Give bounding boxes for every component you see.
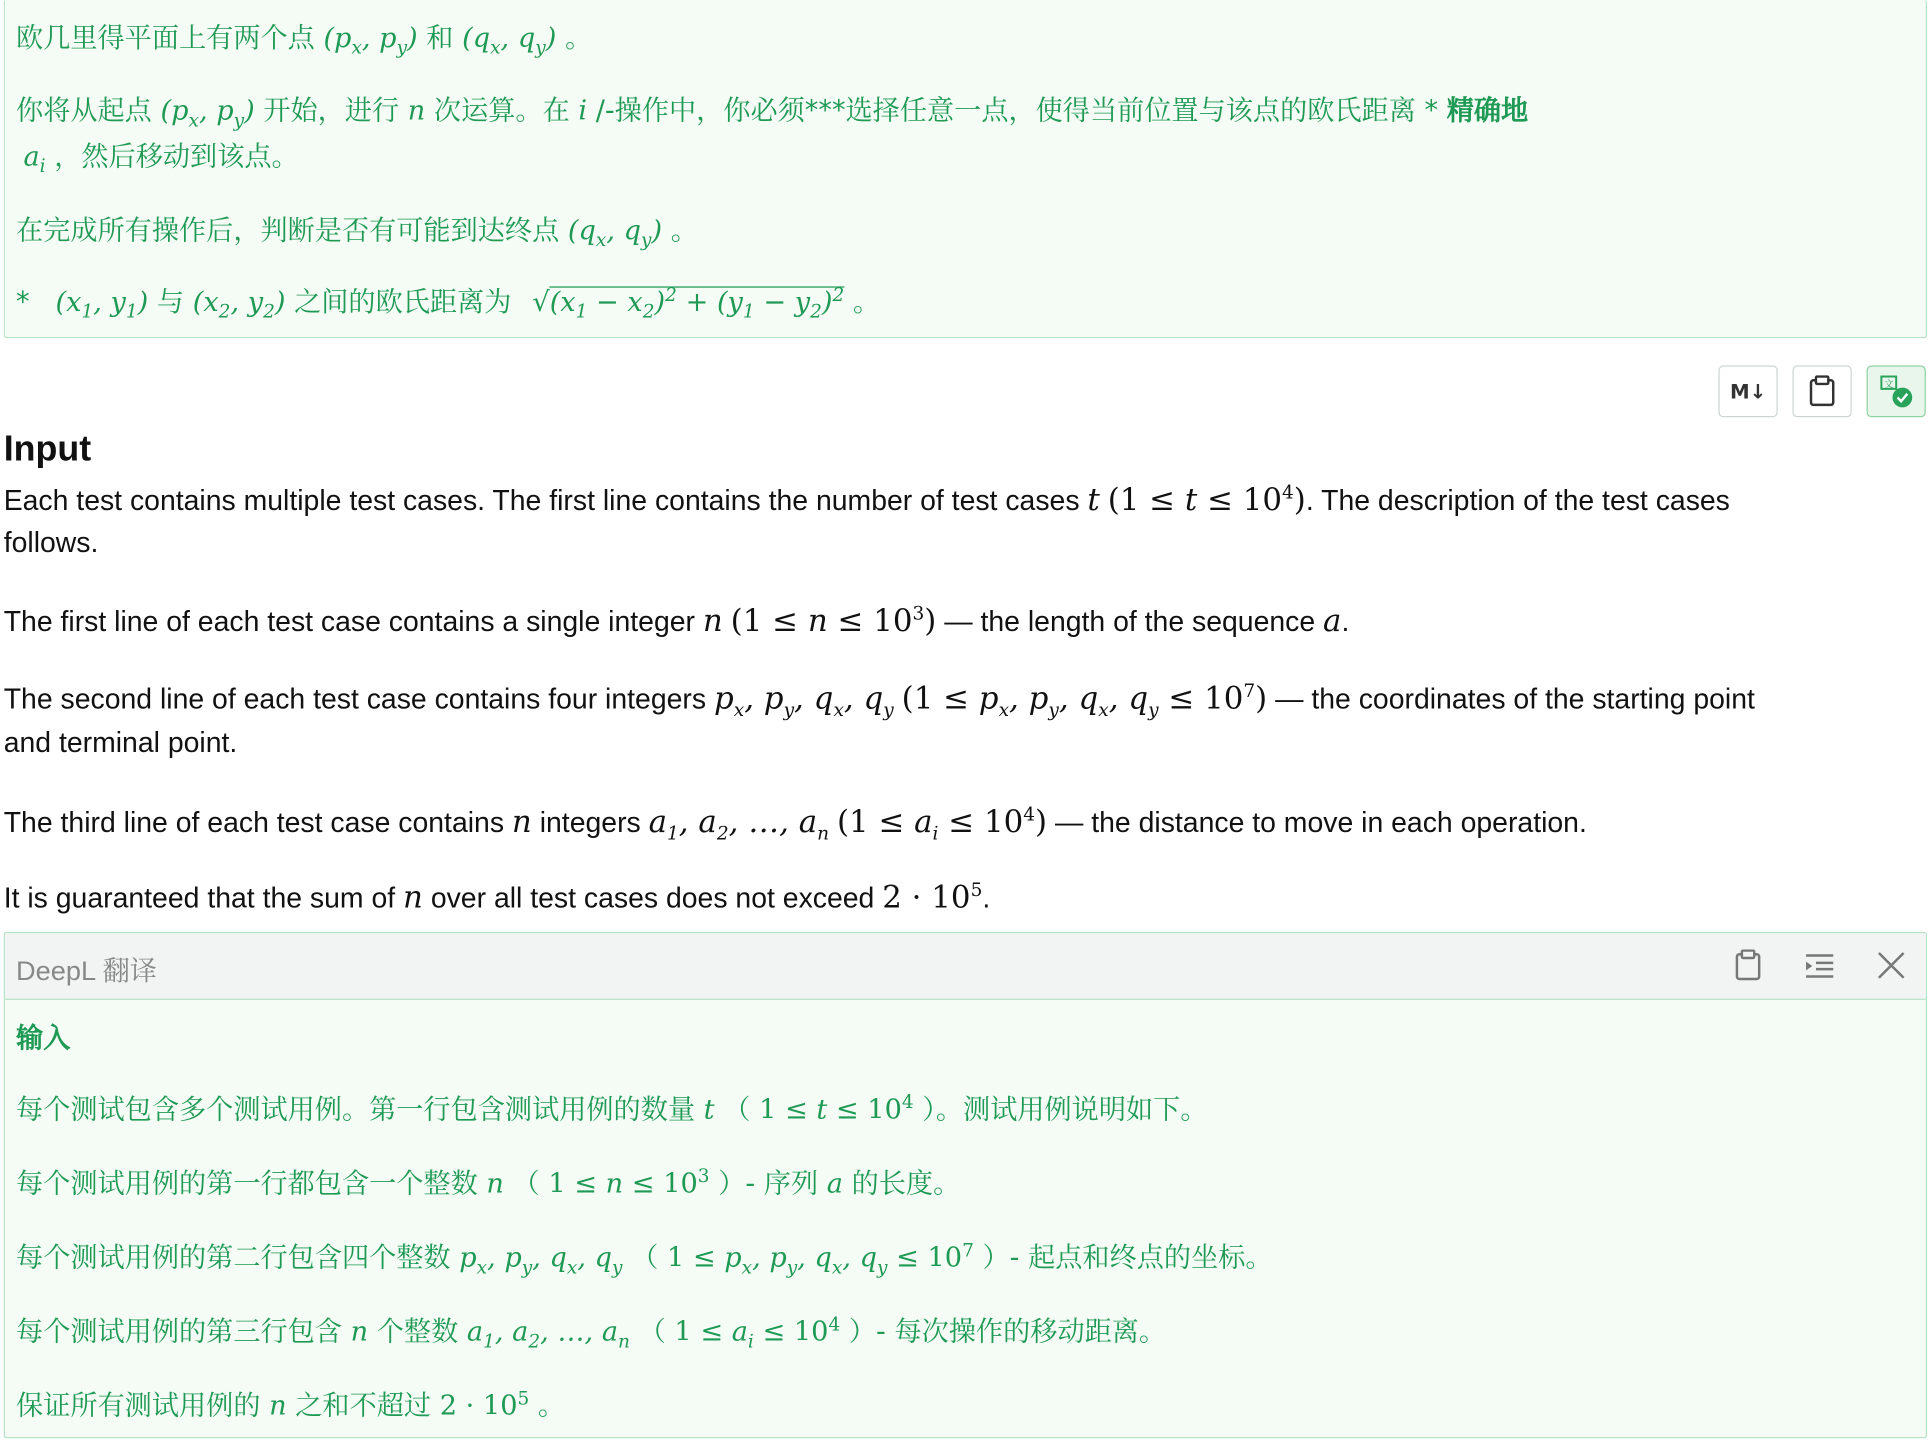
text: 次运算。在 [433, 96, 570, 128]
text: 之间的欧氏距离为 [294, 287, 512, 319]
math-coords-constraint: ($1 \le p_x$, $p_y$, $q_x$, $q_y \le 10^7$) [901, 679, 1268, 721]
text: The third line of each test case contains [3, 806, 505, 839]
math-t-constraint: $(1 \le t \le 10^4)$ [1107, 481, 1306, 518]
text: 你将从起点 [16, 96, 152, 128]
deepl-close-button[interactable] [1874, 948, 1909, 983]
markdown-button[interactable] [1718, 365, 1777, 417]
math-a-i: $a_i$ [23, 141, 46, 178]
deepl-translation-panel [4, 932, 1927, 1438]
svg-text:文: 文 [1883, 379, 1894, 391]
math-a: a [1323, 602, 1342, 639]
text: /-操作中，你必须***选择任意一点，使得当前位置与该点的欧氏距离 * [595, 96, 1439, 128]
deepl-line-2 [16, 1163, 960, 1201]
math-sum-limit: $2 \cdot 10^5$ [882, 878, 983, 915]
text: ）- 序列 [718, 1169, 819, 1200]
deepl-line-3 [16, 1237, 1273, 1279]
text: 个整数 [376, 1317, 459, 1349]
text: — the distance to move in each operation. [1054, 806, 1587, 839]
text: ，然后移动到该点。 [54, 141, 299, 173]
text: 的长度。 [851, 1169, 961, 1200]
text: 。 [670, 216, 698, 247]
math-n: n [269, 1391, 287, 1423]
text: . [1341, 604, 1350, 638]
text: 之和不超过 [295, 1391, 432, 1423]
math-n: n [486, 1169, 504, 1200]
input-paragraph-3 [3, 679, 1755, 721]
translate-check-icon [1878, 373, 1915, 410]
text: 开始，进行 [263, 96, 400, 128]
math-point-1: ($x_1$, $y_1$) [55, 287, 149, 323]
math-t-constraint: $1 \le t \le 10^4$ [759, 1090, 914, 1126]
deepl-copy-button[interactable] [1731, 948, 1766, 983]
markdown-icon: M↓ [1729, 379, 1767, 404]
math-coords-constraint: $1 \le p_x$, $p_y$, $q_x$, $q_y \le 10^7$ [666, 1239, 974, 1279]
text: 欧几里得平面上有两个点 [16, 23, 315, 55]
translation-line-3 [16, 210, 698, 252]
text: . The description of the test cases [1305, 483, 1730, 517]
text: The first line of each test case contains a single integer [3, 604, 696, 638]
text: — the length of the sequence [944, 604, 1316, 638]
math-q-point: ($q_x$, $q_y$) [462, 23, 557, 59]
input-paragraph-1-cont: follows. [3, 525, 99, 558]
text: The second line of each test case contains four integers [3, 682, 707, 715]
translation-line-4 [16, 281, 881, 323]
deepl-line-1 [16, 1089, 1207, 1127]
math-coords: $p_x$, $p_y$, $q_x$, $q_y$ [459, 1243, 623, 1279]
math-a: a [826, 1169, 843, 1200]
text: over all test cases does not exceed [430, 881, 875, 914]
math-i: i [578, 96, 588, 128]
math-n-constraint: $(1 \le n \le 10^3)$ [730, 602, 937, 639]
math-q-point: ($q_x$, $q_y$) [567, 216, 663, 252]
text: 每个测试包含多个测试用例。第一行包含测试用例的数量 [16, 1095, 696, 1126]
text: It is guaranteed that the sum of [3, 881, 396, 914]
math-t: t [703, 1095, 715, 1126]
text: ）。测试用例说明如下。 [922, 1095, 1208, 1126]
text: 。 [852, 287, 881, 319]
deepl-line-4 [16, 1311, 1167, 1353]
bold-text: 精确地 [1446, 96, 1529, 128]
text: （ [638, 1317, 666, 1349]
text: ）- 每次操作的移动距离。 [848, 1317, 1167, 1349]
list-indent-icon [1804, 952, 1836, 979]
math-t: t [1087, 481, 1100, 518]
text: 在完成所有操作后，判断是否有可能到达终点 [16, 216, 560, 247]
text: integers [539, 806, 641, 839]
deepl-heading: 输入 [16, 1023, 71, 1055]
text: * [16, 287, 30, 319]
text: . [982, 881, 991, 914]
math-point-2: ($x_2$, $y_2$) [192, 287, 286, 323]
translation-line-2b [16, 136, 299, 178]
deepl-title: DeepL 翻译 [16, 955, 157, 987]
text: 每个测试用例的第二行包含四个整数 [16, 1243, 451, 1275]
math-n: n [407, 96, 426, 128]
math-distance-formula: $√(x_1 - x_2)^2 + (y_1 - y_2)^2$ [532, 283, 845, 323]
math-p-point: ($p_x$, $p_y$) [323, 23, 418, 59]
close-icon [1876, 951, 1906, 981]
input-paragraph-5 [4, 879, 991, 915]
deepl-line-5 [16, 1385, 565, 1423]
statement-toolbar [1718, 365, 1925, 417]
translation-line-2 [16, 90, 1529, 132]
input-paragraph-3-cont: and terminal point. [3, 725, 238, 758]
clipboard-icon [1809, 375, 1836, 407]
text: Each test contains multiple test cases. The first line contains the number of test cases [3, 483, 1080, 517]
deepl-header [5, 933, 1926, 1000]
math-p-point: ($p_x$, $p_y$) [160, 96, 255, 132]
math-n: n [702, 602, 723, 639]
text: （ [631, 1243, 659, 1275]
text: 保证所有测试用例的 [16, 1391, 261, 1423]
text: 每个测试用例的第三行包含 [16, 1317, 342, 1349]
math-a-constraint: $(1 \le a_i \le 10^4)$ [836, 803, 1048, 845]
math-n: n [403, 878, 423, 915]
input-paragraph-4 [3, 803, 1587, 845]
copy-button[interactable] [1792, 365, 1851, 417]
text: （ [723, 1095, 751, 1126]
math-n: n [350, 1317, 369, 1349]
math-a-constraint: $1 \le a_i \le 10^4$ [674, 1313, 841, 1353]
math-a-sequence: $a_1$, $a_2$, …, $a_n$ [466, 1317, 630, 1353]
math-a-sequence: $a_1$, $a_2$, …, $a_n$ [648, 803, 830, 845]
math-coords: $p_x$, $p_y$, $q_x$, $q_y$ [713, 680, 894, 721]
section-heading-input: Input [3, 429, 92, 470]
clipboard-icon [1734, 949, 1761, 981]
math-sum-limit: $2 \cdot 10^5$ [439, 1387, 530, 1423]
text: （ [512, 1169, 540, 1200]
text: ）- 起点和终点的坐标。 [982, 1243, 1273, 1275]
text: 每个测试用例的第一行都包含一个整数 [16, 1169, 478, 1200]
statement-translation-box [4, 0, 1927, 338]
deepl-format-button[interactable] [1802, 948, 1837, 983]
math-n: n [511, 803, 532, 840]
text: 和 [426, 23, 454, 55]
translate-button[interactable] [1867, 365, 1926, 417]
text: — the coordinates of the starting point [1275, 682, 1755, 715]
deepl-actions [1731, 948, 1909, 983]
text: 。 [537, 1391, 566, 1423]
input-paragraph-2 [4, 602, 1350, 638]
math-n-constraint: $1 \le n \le 10^3$ [548, 1164, 710, 1200]
input-paragraph-1 [4, 481, 1730, 517]
text: 。 [564, 23, 593, 55]
text: 与 [156, 287, 185, 319]
translation-line-1 [16, 17, 593, 59]
